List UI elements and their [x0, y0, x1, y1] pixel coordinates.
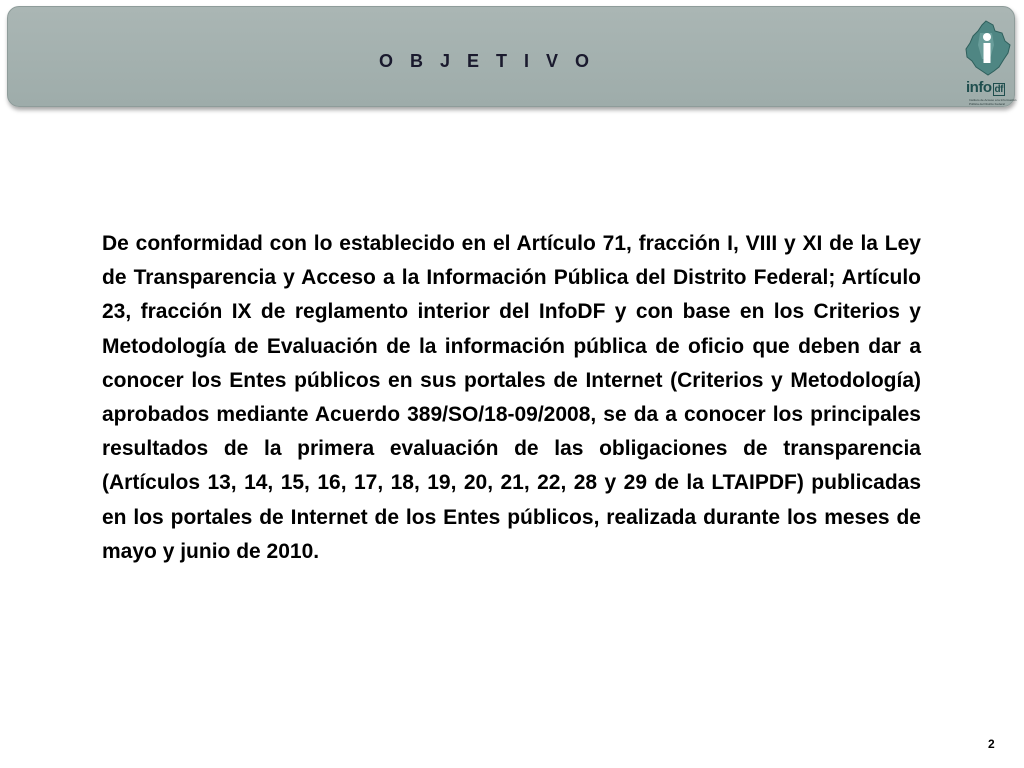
header-bar — [7, 6, 1015, 107]
infodf-logo — [958, 19, 1020, 111]
objective-paragraph: De conformidad con lo establecido en el Artículo 71, fracción I, VIII y XI de la Ley de Transparencia y Acceso a la Información Pública del Distrito Federal; Artículo 23, fracción IX de reglamento interior del InfoDF y con base en los Criterios y Metodología de Evaluación de la información pública de oficio que deben dar a conocer los Entes públicos en sus portales de Internet (Criterios y Metodología) aprobados mediante Acuerdo 389/SO/18-09/2008, se da a conocer los principales resultados de la primera evaluación de las obligaciones de transparencia (Artículos 13, 14, 15, 16, 17, 18, 19, 20, 21, 22, 28 y 29 de la LTAIPDF) publicadas en los portales de Internet de los Entes públicos, realizada durante los meses de mayo y junio de 2010. — [102, 232, 921, 563]
logo-fine-print: Instituto de Acceso a la Información Pública del Distrito Federal — [969, 98, 1017, 106]
slide-title: O B J E T I V O — [378, 51, 596, 71]
infodf-map-logo-icon — [958, 19, 1016, 81]
logo-wordmark: info df — [966, 79, 1003, 96]
page-number: 2 — [988, 737, 995, 751]
